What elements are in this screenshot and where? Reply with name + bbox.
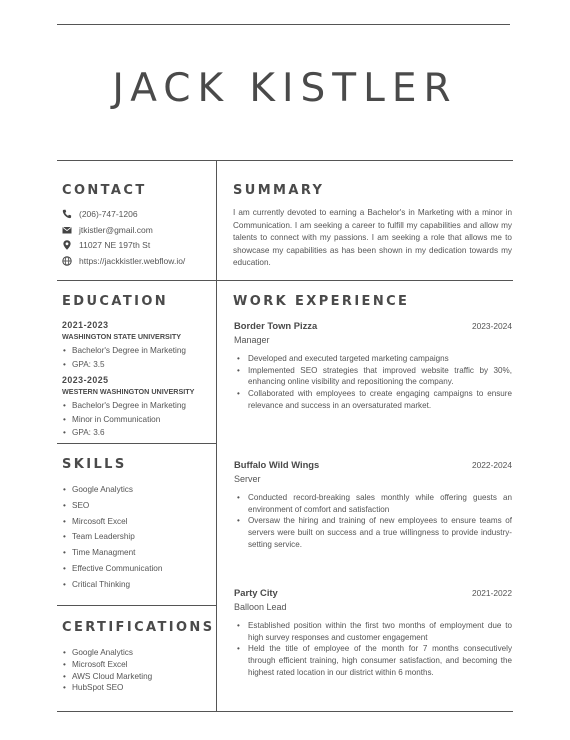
summary-text: I am currently devoted to earning a Bachelor's in Marketing with a minor in Communication. I am seeking a career to fulfill my capabilities and allow my talents to connect with my passions. I am seeking a role that allows me to showcase my capabilities as has been shown in my dedication towards my education. bbox=[233, 208, 512, 268]
certification-item: • Google Analytics bbox=[62, 647, 212, 659]
certification-item: • Microsoft Excel bbox=[62, 659, 212, 671]
job-bullet: • Conducted record-breaking sales monthly while offering guests an environment of comfort and satisfaction bbox=[236, 492, 512, 515]
left-divider-skills bbox=[57, 605, 217, 606]
certification-item: • HubSpot SEO bbox=[62, 682, 212, 694]
education-heading: EDUCATION bbox=[62, 294, 168, 309]
education-school: WESTERN WASHINGTON UNIVERSITY bbox=[62, 387, 195, 396]
job-company: Border Town Pizza bbox=[234, 320, 318, 331]
education-detail: • Bachelor's Degree in Marketing bbox=[62, 344, 214, 358]
education-entry-1 bbox=[62, 320, 214, 371]
summary-heading: SUMMARY bbox=[233, 183, 324, 198]
column-divider bbox=[216, 160, 217, 711]
education-school: WASHINGTON STATE UNIVERSITY bbox=[62, 332, 181, 341]
job-role: Balloon Lead bbox=[234, 602, 287, 612]
education-detail: • Bachelor's Degree in Marketing bbox=[62, 399, 214, 413]
education-detail: • Minor in Communication bbox=[62, 413, 214, 427]
globe-icon bbox=[62, 256, 72, 266]
job-dates: 2021-2022 bbox=[471, 588, 512, 598]
email-icon bbox=[62, 225, 72, 235]
job-bullet: • Developed and executed targeted marketing campaigns bbox=[236, 353, 512, 365]
skill-item: • Google Analytics bbox=[62, 482, 212, 498]
phone-text: (206)-747-1206 bbox=[79, 209, 138, 219]
skills-heading: SKILLS bbox=[62, 457, 127, 472]
certification-item: • AWS Cloud Marketing bbox=[62, 671, 212, 683]
certifications-heading: CERTIFICATIONS bbox=[62, 620, 214, 635]
location-pin-icon bbox=[62, 240, 72, 250]
email-text[interactable]: jtkistler@gmail.com bbox=[79, 225, 153, 235]
contact-heading: CONTACT bbox=[62, 183, 147, 198]
work-heading: WORK EXPERIENCE bbox=[233, 294, 409, 309]
job-bullet: • Established position within the first two months of employment due to high survey responses and customer engagement bbox=[236, 620, 512, 643]
skills-list bbox=[62, 482, 212, 593]
left-divider-edu bbox=[57, 443, 217, 444]
website-link[interactable]: https://jackkistler.webflow.io/ bbox=[79, 256, 186, 266]
education-entry-2 bbox=[62, 375, 214, 440]
job-bullet: • Oversaw the hiring and training of new employees to ensure teams of servers were built on success and a true willingness to provide industry-setting service. bbox=[236, 515, 512, 550]
job-role: Manager bbox=[234, 335, 270, 345]
education-detail: • GPA: 3.5 bbox=[62, 358, 214, 372]
skill-item: • Team Leadership bbox=[62, 529, 212, 545]
contact-email bbox=[62, 225, 153, 235]
top-rule bbox=[57, 24, 510, 25]
job-dates: 2023-2024 bbox=[471, 321, 512, 331]
skill-item: • Mircosoft Excel bbox=[62, 514, 212, 530]
job-bullet: • Collaborated with employees to create engaging campaigns to ensure relevance and success in an oversaturated market. bbox=[236, 388, 512, 411]
education-years: 2021-2023 bbox=[62, 320, 109, 330]
phone-icon bbox=[62, 209, 72, 219]
job-bullet: • Implemented SEO strategies that improved website traffic by 30%, enhancing online visibility and repositioning the company. bbox=[236, 365, 512, 388]
job-bullet: • Held the title of employee of the month for 7 months consecutively through efficient training, high consumer satisfaction, and becoming the highest rated location in our district within 6 months. bbox=[236, 643, 512, 678]
education-detail: • GPA: 3.6 bbox=[62, 426, 214, 440]
row-divider-1 bbox=[57, 280, 513, 281]
skill-item: • Effective Communication bbox=[62, 561, 212, 577]
skill-item: • Critical Thinking bbox=[62, 577, 212, 593]
skill-item: • Time Managment bbox=[62, 545, 212, 561]
header-divider bbox=[57, 160, 513, 161]
education-years: 2023-2025 bbox=[62, 375, 109, 385]
contact-website bbox=[62, 256, 185, 266]
job-entry-2 bbox=[234, 459, 512, 551]
job-company: Party City bbox=[234, 587, 278, 598]
resume-name: JACK KISTLER bbox=[112, 66, 458, 111]
job-role: Server bbox=[234, 474, 261, 484]
job-company: Buffalo Wild Wings bbox=[234, 459, 320, 470]
contact-phone bbox=[62, 209, 138, 219]
certifications-list bbox=[62, 647, 212, 694]
job-dates: 2022-2024 bbox=[471, 460, 512, 470]
job-entry-1 bbox=[234, 320, 512, 412]
contact-address bbox=[62, 240, 150, 250]
address-text: 11027 NE 197th St bbox=[79, 240, 151, 250]
skill-item: • SEO bbox=[62, 498, 212, 514]
bottom-rule bbox=[57, 711, 513, 712]
job-entry-3 bbox=[234, 587, 512, 679]
